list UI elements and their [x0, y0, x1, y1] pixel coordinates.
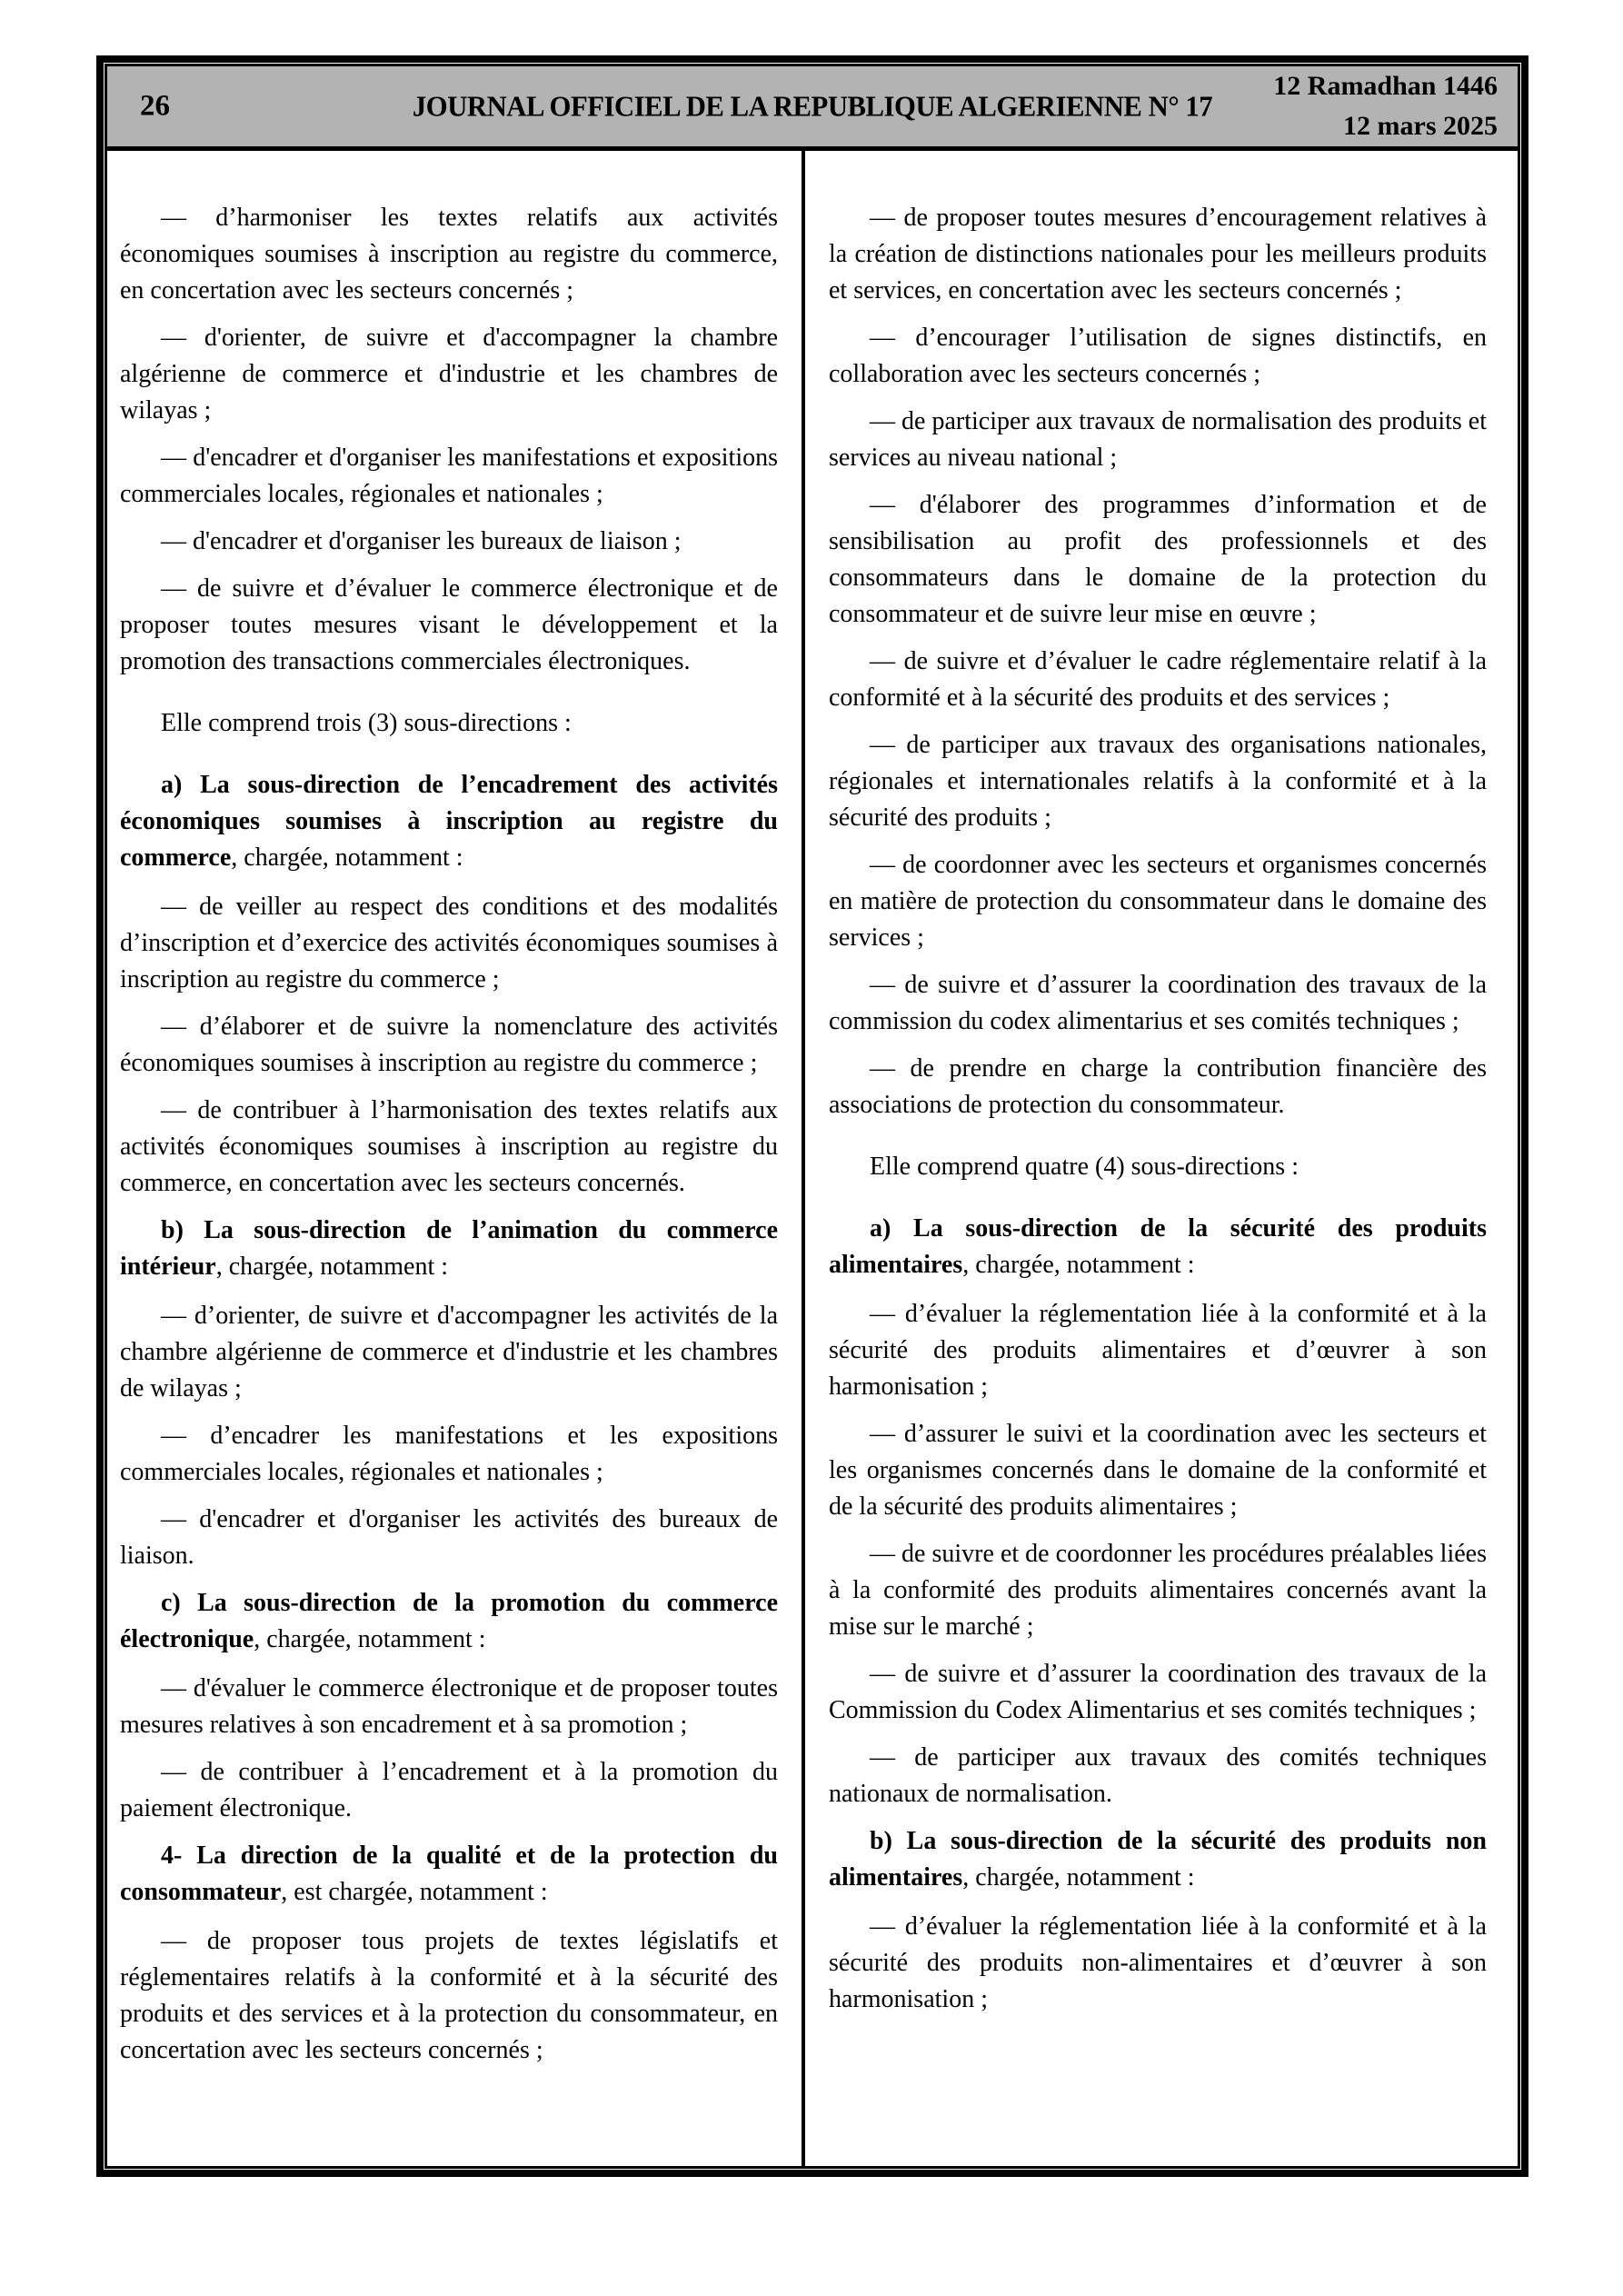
dash-list-item: — de participer aux travaux des organisations nationales, régionales et internationales relatifs à la conformité et à la sécurité des produits ;: [829, 731, 1487, 832]
dash-list-item: — d’encadrer les manifestations et les expositions commerciales locales, régionales et nationales ;: [120, 1422, 778, 1486]
section-heading: a) La sous-direction de l’encadrement des activités économiques soumises à inscription au registre du commerce, chargée, notamment :: [120, 771, 778, 872]
date-gregorian: 12 mars 2025: [1343, 111, 1498, 141]
dash-list-item: — de contribuer à l’harmonisation des textes relatifs aux activités économiques soumises à inscription au registre du commerce, en concertation avec les secteurs concernés.: [120, 1096, 778, 1197]
dash-list-item: — de participer aux travaux de normalisation des produits et services au niveau national ;: [829, 407, 1487, 472]
section-heading: a) La sous-direction de la sécurité des produits alimentaires, chargée, notamment :: [829, 1214, 1487, 1279]
page-border-inner-rule: [105, 64, 1520, 2169]
right-column: [829, 151, 1487, 2166]
dash-list-item: — de proposer tous projets de textes législatifs et réglementaires relatifs à la conformité et à la sécurité des produits et des services et à la protection du consommateur, en concertation avec les secteurs concernés ;: [120, 1927, 778, 2064]
section-heading: b) La sous-direction de la sécurité des produits non alimentaires, chargée, notamment :: [829, 1827, 1487, 1892]
dash-list-item: — d’harmoniser les textes relatifs aux activités économiques soumises à inscription au registre du commerce, en concertation avec les secteurs concernés ;: [120, 204, 778, 304]
dash-list-item: — d’évaluer la réglementation liée à la conformité et à la sécurité des produits non-alimentaires et d’œuvrer à son harmonisation ;: [829, 1912, 1487, 2013]
dash-list-item: — de suivre et d’évaluer le commerce électronique et de proposer toutes mesures visant le développement et la promotion des transactions commerciales électroniques.: [120, 574, 778, 675]
page-number: 26: [140, 89, 170, 123]
dash-list-item: — de veiller au respect des conditions et des modalités d’inscription et d’exercice des activités économiques soumises à inscription au registre du commerce ;: [120, 893, 778, 993]
dash-list-item: — d'encadrer et d'organiser les bureaux de liaison ;: [161, 527, 682, 555]
dash-list-item: — d'encadrer et d'organiser les manifestations et expositions commerciales locales, régionales et nationales ;: [120, 444, 778, 508]
dash-list-item: — d'élaborer des programmes d’information et de sensibilisation au profit des professionnels et des consommateurs dans le domaine de la protection du consommateur et de suivre leur mise en œuvre ;: [829, 491, 1487, 628]
dash-list-item: — d'encadrer et d'organiser les activités des bureaux de liaison.: [120, 1505, 778, 1570]
section-heading: c) La sous-direction de la promotion du commerce électronique, chargée, notamment :: [120, 1589, 778, 1653]
section-heading: 4- La direction de la qualité et de la protection du consommateur, est chargée, notamment :: [120, 1842, 778, 1906]
section-heading: b) La sous-direction de l’animation du commerce intérieur, chargée, notamment :: [120, 1216, 778, 1281]
dash-list-item: — de prendre en charge la contribution financière des associations de protection du consommateur.: [829, 1054, 1487, 1119]
dash-list-item: — d'évaluer le commerce électronique et de proposer toutes mesures relatives à son encadrement et à sa promotion ;: [120, 1674, 778, 1739]
dash-list-item: — d’encourager l’utilisation de signes distinctifs, en collaboration avec les secteurs concernés ;: [829, 324, 1487, 388]
page-border-frame: [96, 55, 1528, 2177]
dash-list-item: — d'orienter, de suivre et d'accompagner la chambre algérienne de commerce et d'industrie et les chambres de wilayas ;: [120, 324, 778, 424]
page-body: [107, 151, 1518, 2166]
dash-list-item: — de suivre et d’assurer la coordination des travaux de la commission du codex alimentarius et ses comités techniques ;: [829, 971, 1487, 1035]
dash-list-item: — d’évaluer la réglementation liée à la conformité et à la sécurité des produits alimentaires et d’œuvrer à son harmonisation ;: [829, 1300, 1487, 1401]
dash-list-item: — de proposer toutes mesures d’encouragement relatives à la création de distinctions nationales pour les meilleurs produits et services, en concertation avec les secteurs concernés ;: [829, 204, 1487, 304]
dash-list-item: — d’orienter, de suivre et d'accompagner les activités de la chambre algérienne de commerce et d'industrie et les chambres de wilayas ;: [120, 1302, 778, 1403]
left-column: [120, 151, 778, 2166]
dash-list-item: — de contribuer à l’encadrement et à la promotion du paiement électronique.: [120, 1758, 778, 1822]
column-divider-rule: [802, 151, 805, 2166]
dash-list-item: — de participer aux travaux des comités techniques nationaux de normalisation.: [829, 1743, 1487, 1808]
date-hijri: 12 Ramadhan 1446: [1273, 71, 1498, 101]
dash-list-item: — d’élaborer et de suivre la nomenclature des activités économiques soumises à inscription au registre du commerce ;: [120, 1013, 778, 1077]
intro-sentence: Elle comprend quatre (4) sous-directions :: [870, 1153, 1299, 1181]
journal-title: JOURNAL OFFICIEL DE LA REPUBLIQUE ALGERIENNE N° 17: [412, 89, 1213, 123]
issue-dates: [1273, 66, 1498, 146]
dash-list-item: — de coordonner avec les secteurs et organismes concernés en matière de protection du consommateur dans le domaine des services ;: [829, 851, 1487, 952]
dash-list-item: — de suivre et de coordonner les procédures préalables liées à la conformité des produits alimentaires concernés avant la mise sur le marché ;: [829, 1540, 1487, 1641]
intro-sentence: Elle comprend trois (3) sous-directions :: [161, 709, 572, 737]
masthead: [107, 66, 1518, 151]
dash-list-item: — de suivre et d’assurer la coordination des travaux de la Commission du Codex Alimentarius et ses comités techniques ;: [829, 1660, 1487, 1724]
dash-list-item: — de suivre et d’évaluer le cadre réglementaire relatif à la conformité et à la sécurité des produits et des services ;: [829, 647, 1487, 712]
dash-list-item: — d’assurer le suivi et la coordination avec les secteurs et les organismes concernés dans le domaine de la conformité et de la sécurité des produits alimentaires ;: [829, 1420, 1487, 1521]
